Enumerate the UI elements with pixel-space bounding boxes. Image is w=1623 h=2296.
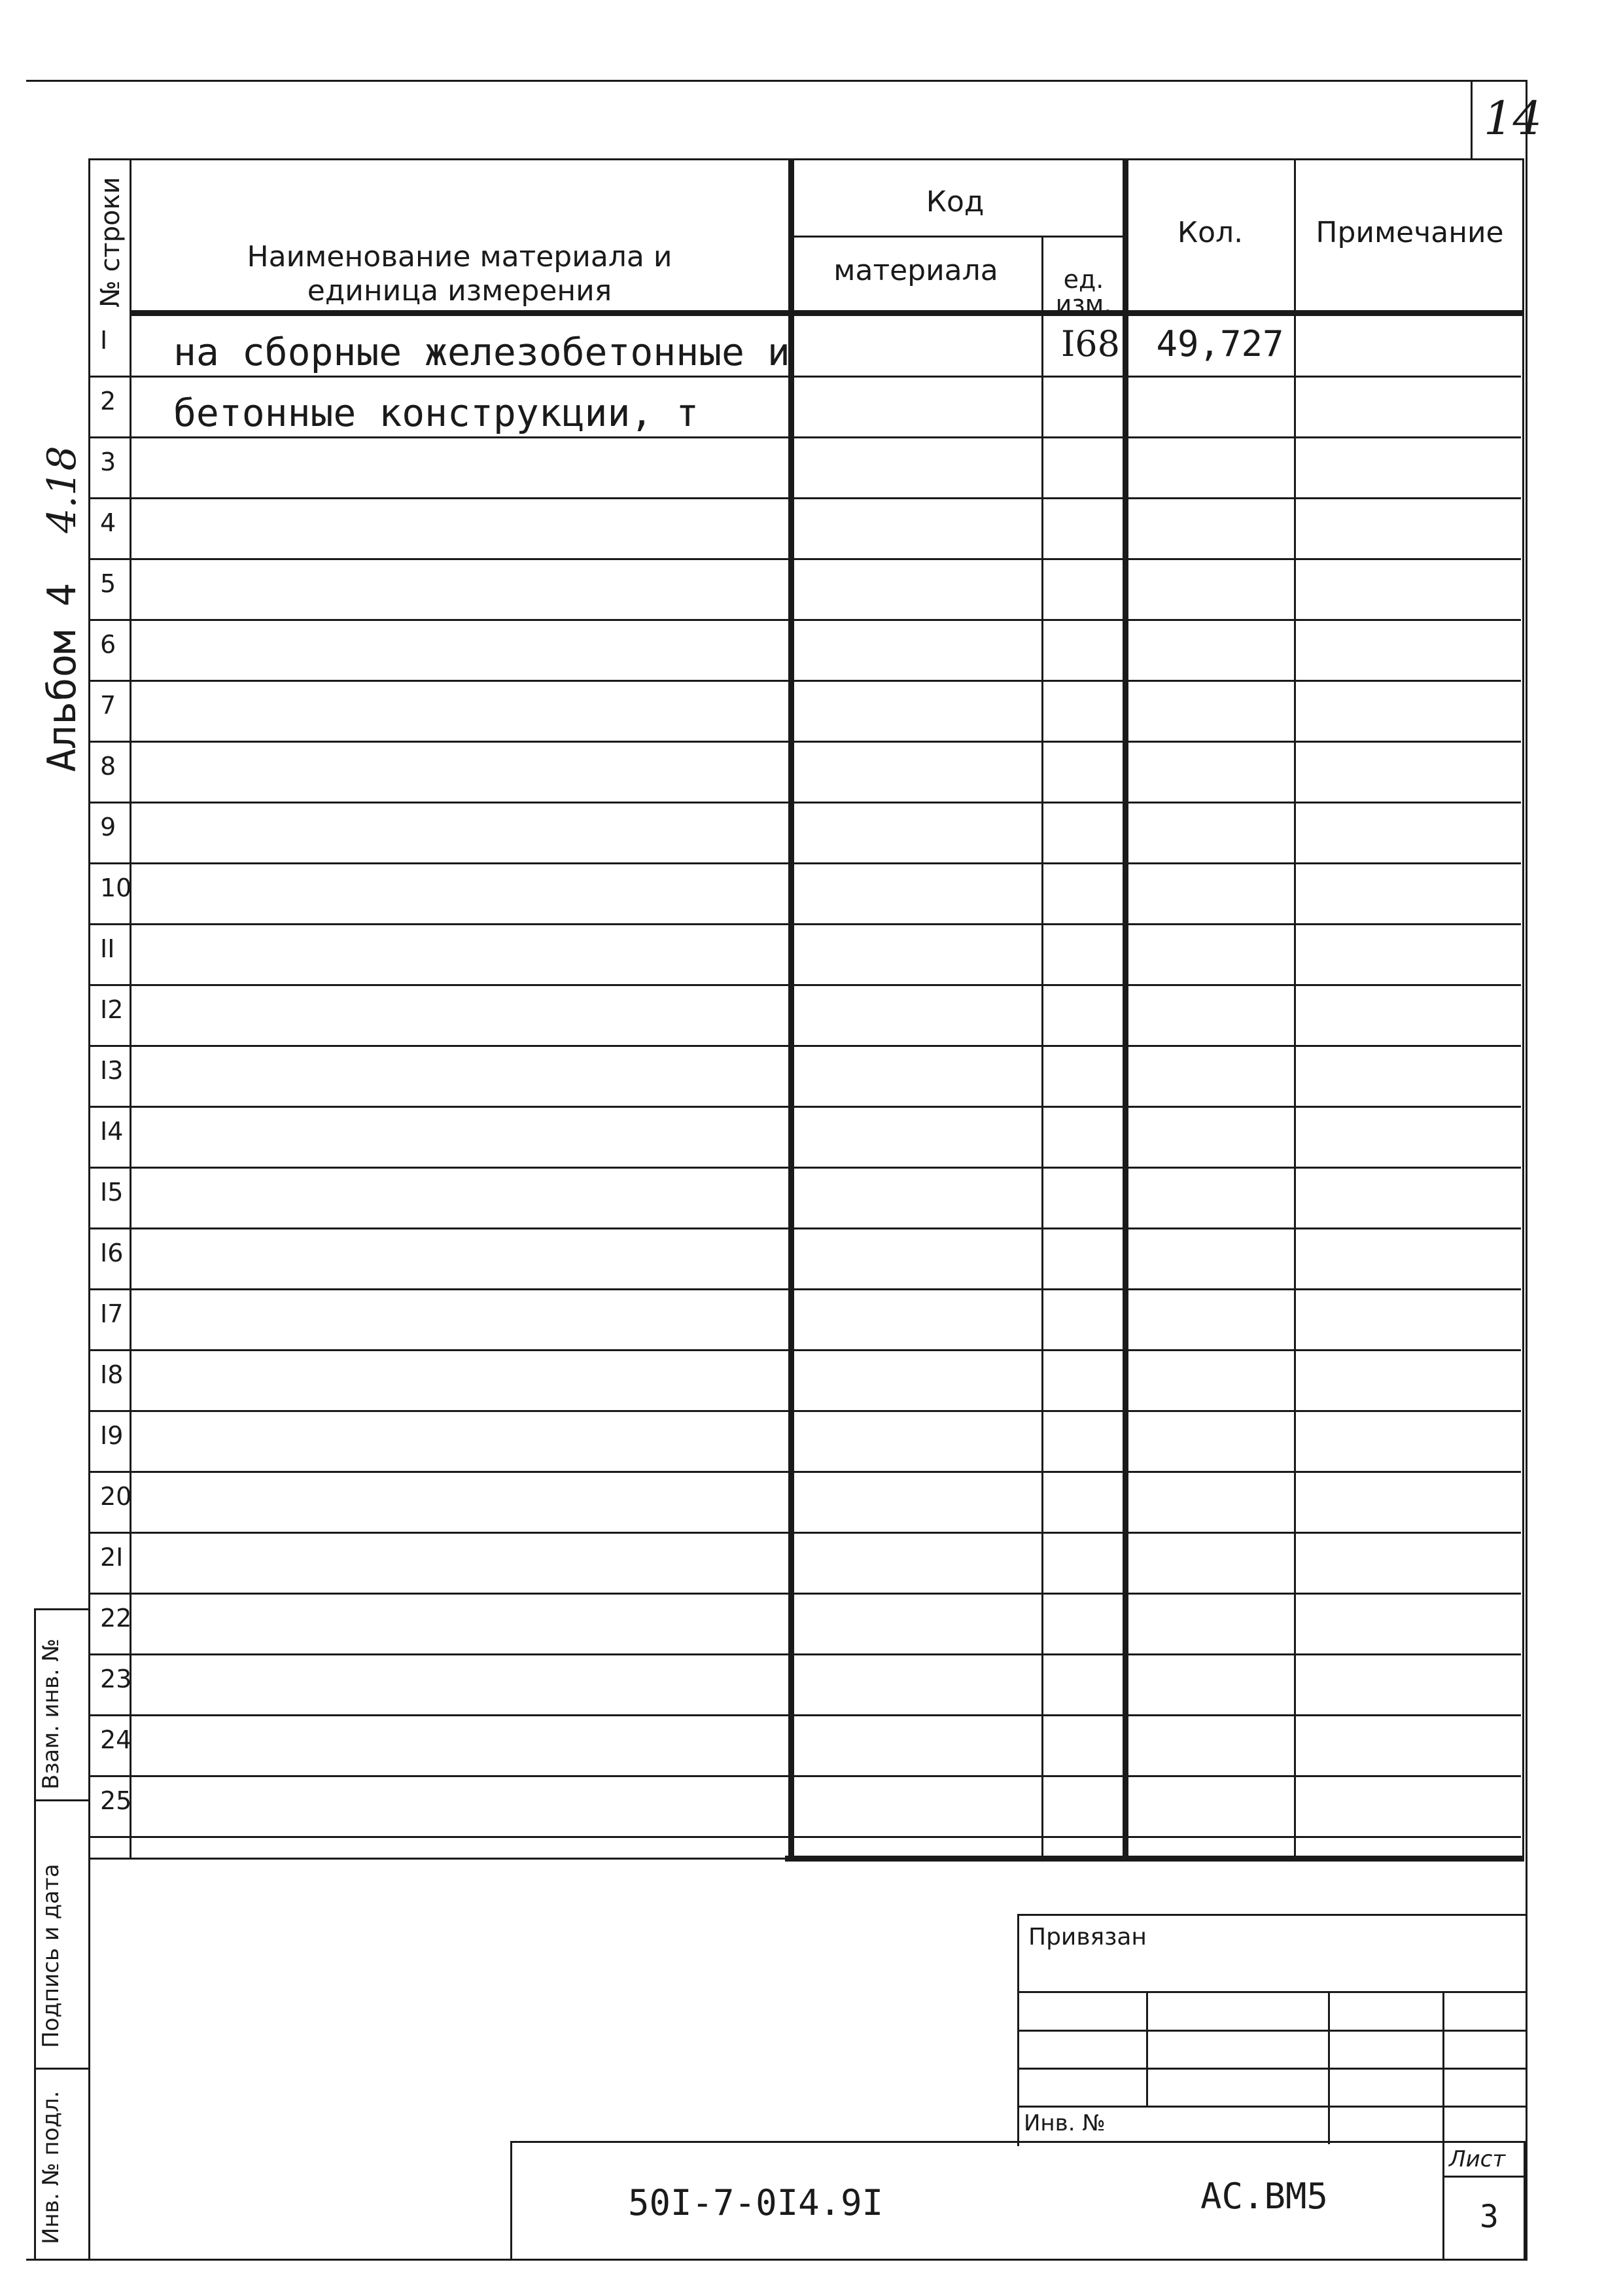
sheet-label: Лист [1449,2146,1506,2172]
privyazan-col3 [1442,1991,1444,2144]
table-row [88,1108,1521,1169]
header-row-number: № строки [96,177,126,308]
table-row [88,925,1521,986]
table-row [88,864,1521,925]
table-row [88,1412,1521,1473]
row-number: 3 [100,448,116,476]
side-stamp-outer [34,1608,36,2259]
privyazan-row3 [1017,2068,1526,2070]
table-row [88,1716,1521,1777]
sheet-box-mid [1442,2176,1526,2178]
stamp-vzam-inv: Взам. инв. № [38,1638,64,1790]
header-bottom [130,310,1524,316]
sheet-box-left [1442,2141,1444,2259]
album-note: Альбом 4 4.18 [39,446,85,772]
table-row [88,438,1521,499]
row-number: 24 [100,1725,132,1754]
row-number: I7 [100,1299,124,1328]
page-number-box-left [1471,80,1473,158]
table-row [88,560,1521,621]
table-row [88,1473,1521,1534]
header-note: Примечание [1316,216,1504,249]
album-note-hand: 4.18 [39,446,85,533]
row-number: I6 [100,1239,124,1267]
table-row [88,1047,1521,1108]
row-number: 8 [100,752,116,781]
privyazan-label: Привязан [1028,1924,1147,1951]
row-number: I4 [100,1117,124,1146]
sheet-number: 3 [1480,2199,1499,2235]
row-number: I9 [100,1421,124,1450]
row-number: 20 [100,1482,132,1511]
table-row [88,378,1521,438]
header-name: Наименование материала и единица измерения [247,240,672,308]
privyazan-col2 [1328,1991,1330,2144]
row-name: на сборные железобетонные и [173,330,790,374]
row-number: 2I [100,1543,124,1572]
table-row [88,1595,1521,1655]
table-row [88,1534,1521,1595]
row-number: 7 [100,691,116,720]
row-unit-code: I68 [1060,323,1121,364]
row-number: II [100,934,115,963]
table-row [88,1169,1521,1229]
table-row [88,317,1521,378]
header-code-sub [790,236,1125,238]
table-row [88,1351,1521,1412]
table-row [88,1655,1521,1716]
inv-no-label: Инв. № [1024,2110,1106,2136]
table-bottom [785,1856,1524,1862]
table-row [88,1229,1521,1290]
privyazan-row1 [1017,1991,1526,1993]
row-number: I8 [100,1360,124,1389]
table-row [88,1777,1521,1838]
stamp-podpis-data: Подпись и дата [38,1863,64,2048]
row-number: 25 [100,1786,132,1815]
row-name: бетонные конструкции, т [173,391,699,435]
header-code: Код [926,185,985,219]
row-number: 6 [100,630,116,659]
header-code-material: материала [833,254,998,287]
table-row [88,682,1521,743]
top-border [26,80,1527,82]
privyazan-col1 [1146,1991,1148,2106]
page-left-border [88,1860,90,2259]
table-row [88,743,1521,804]
row-number: 10 [100,874,132,902]
header-quantity: Кол. [1177,216,1244,249]
row-number: I5 [100,1178,124,1207]
page-bottom [26,2259,1527,2261]
table-row [88,804,1521,864]
row-number: 2 [100,387,116,415]
table-row [88,499,1521,560]
row-number: I2 [100,995,124,1024]
side-stamp-mid1 [34,1799,88,1801]
stamp-inv-podl: Инв. № подл. [38,2091,64,2244]
side-stamp-top [34,1608,88,1610]
table-row [88,986,1521,1047]
table-row [88,621,1521,682]
privyazan-row2 [1017,2030,1526,2032]
header-code-unit: ед. изм. [1055,265,1112,319]
row-number: 9 [100,813,116,841]
row-number: 4 [100,508,116,537]
row-quantity: 49,727 [1156,323,1284,364]
row-number: 22 [100,1604,132,1633]
page-number: 14 [1484,92,1543,145]
doc-number: 50I-7-0I4.9I [628,2182,884,2223]
privyazan-row4 [1017,2106,1526,2108]
doc-code: АС.ВМ5 [1200,2176,1329,2217]
row-number: 5 [100,569,116,598]
table-row [88,1290,1521,1351]
row-number: 23 [100,1665,132,1693]
row-number: I3 [100,1056,124,1085]
row-number: I [100,326,108,355]
side-stamp-mid2 [34,2068,88,2070]
